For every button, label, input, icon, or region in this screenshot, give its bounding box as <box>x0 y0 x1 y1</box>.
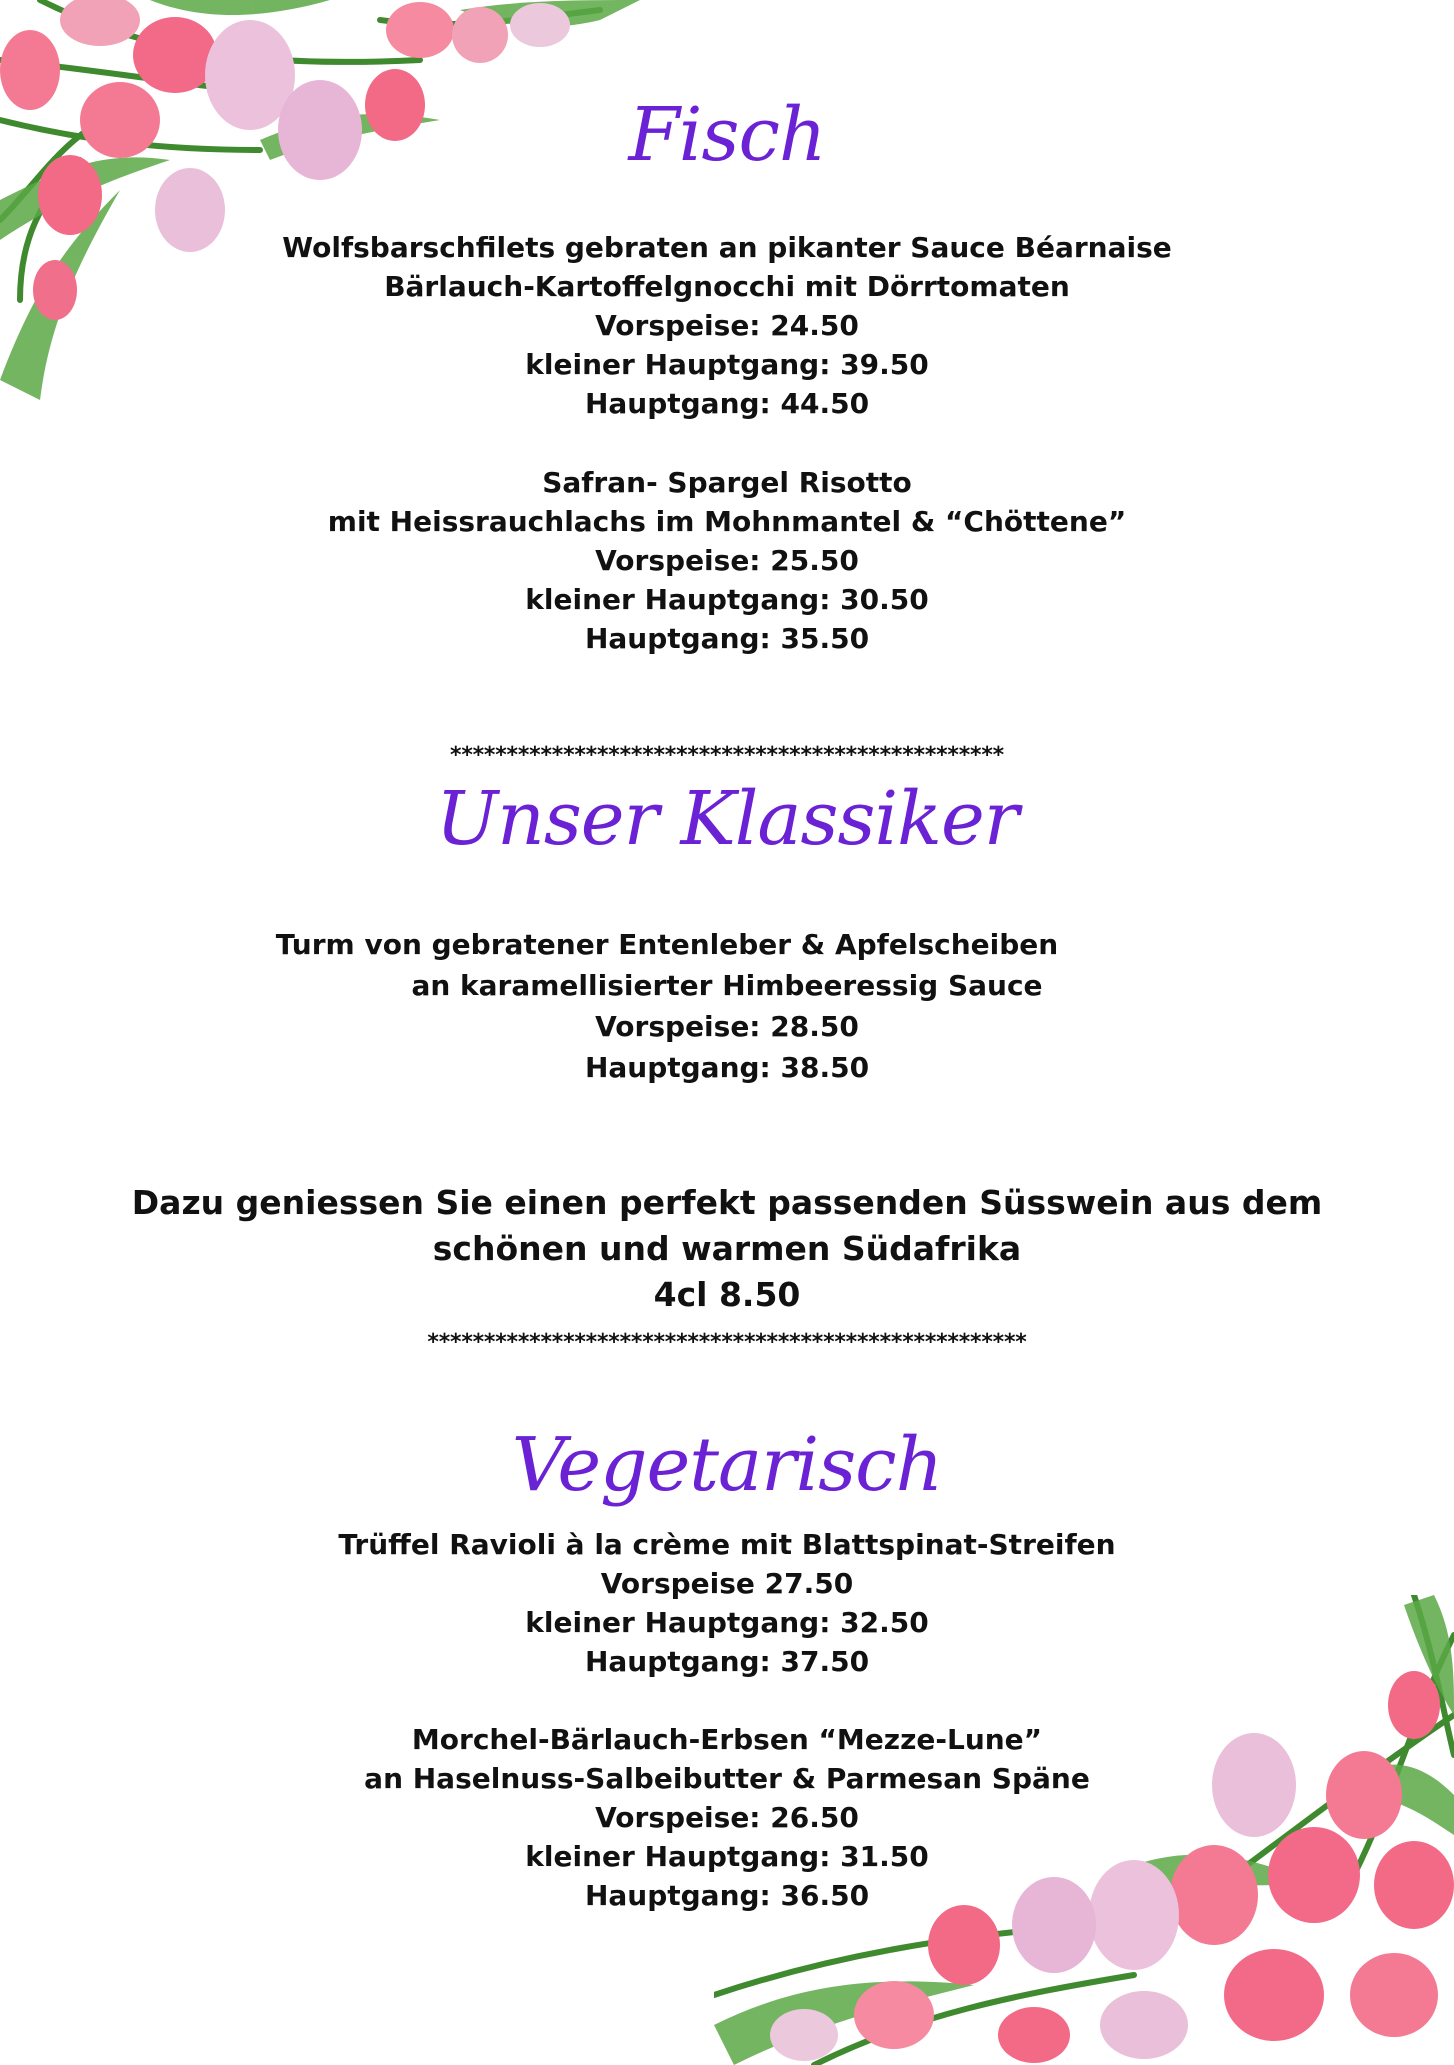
dish-fisch-2 <box>0 463 1454 658</box>
divider-stars: ************************************************* <box>450 745 1004 767</box>
dish-name: Wolfsbarschfilets gebraten an pikanter Sauce Béarnaise <box>282 231 1172 264</box>
price-small-main: kleiner Hauptgang: 32.50 <box>525 1606 929 1639</box>
price-main: Hauptgang: 37.50 <box>584 1645 870 1678</box>
dish-description: an karamellisierter Himbeeressig Sauce <box>411 969 1043 1002</box>
section-heading-fisch: Fisch <box>628 92 826 178</box>
price-main: Hauptgang: 35.50 <box>584 622 870 655</box>
dish-description: an Haselnuss-Salbeibutter & Parmesan Späne <box>364 1762 1090 1795</box>
price-main: Hauptgang: 44.50 <box>584 387 870 420</box>
price-starter: Vorspeise: 25.50 <box>595 544 859 577</box>
dish-name: Trüffel Ravioli à la crème mit Blattspinat-Streifen <box>338 1528 1116 1561</box>
dish-name: Safran- Spargel Risotto <box>542 466 912 499</box>
section-heading-vegetarisch: Vegetarisch <box>511 1422 943 1508</box>
dish-vegetarisch-2 <box>0 1720 1454 1915</box>
dish-description: mit Heissrauchlachs im Mohnmantel & “Chöttene” <box>327 505 1127 538</box>
wine-price: 4cl 8.50 <box>653 1275 801 1314</box>
price-main: Hauptgang: 36.50 <box>584 1879 870 1912</box>
wine-recommendation <box>0 1180 1454 1318</box>
dish-fisch-1 <box>0 228 1454 423</box>
wine-line-2: schönen und warmen Südafrika <box>432 1229 1022 1268</box>
price-main: Hauptgang: 38.50 <box>584 1051 870 1084</box>
dish-vegetarisch-1 <box>0 1525 1454 1681</box>
dish-name: Morchel-Bärlauch-Erbsen “Mezze-Lune” <box>411 1723 1043 1756</box>
price-starter: Vorspeise: 24.50 <box>595 309 859 342</box>
price-small-main: kleiner Hauptgang: 30.50 <box>525 583 929 616</box>
price-small-main: kleiner Hauptgang: 39.50 <box>525 348 929 381</box>
price-starter: Vorspeise: 26.50 <box>595 1801 859 1834</box>
dish-description: Bärlauch-Kartoffelgnocchi mit Dörrtomaten <box>384 270 1070 303</box>
price-starter: Vorspeise: 28.50 <box>595 1010 859 1043</box>
dish-klassiker-1 <box>0 924 1454 1088</box>
dish-name: Turm von gebratener Entenleber & Apfelscheiben <box>275 928 1059 961</box>
divider-stars: ***************************************************** <box>427 1332 1027 1354</box>
wine-line-1: Dazu geniessen Sie einen perfekt passenden Süsswein aus dem <box>131 1183 1323 1222</box>
section-heading-klassiker: Unser Klassiker <box>435 776 1019 862</box>
price-small-main: kleiner Hauptgang: 31.50 <box>525 1840 929 1873</box>
price-starter: Vorspeise 27.50 <box>600 1567 854 1600</box>
